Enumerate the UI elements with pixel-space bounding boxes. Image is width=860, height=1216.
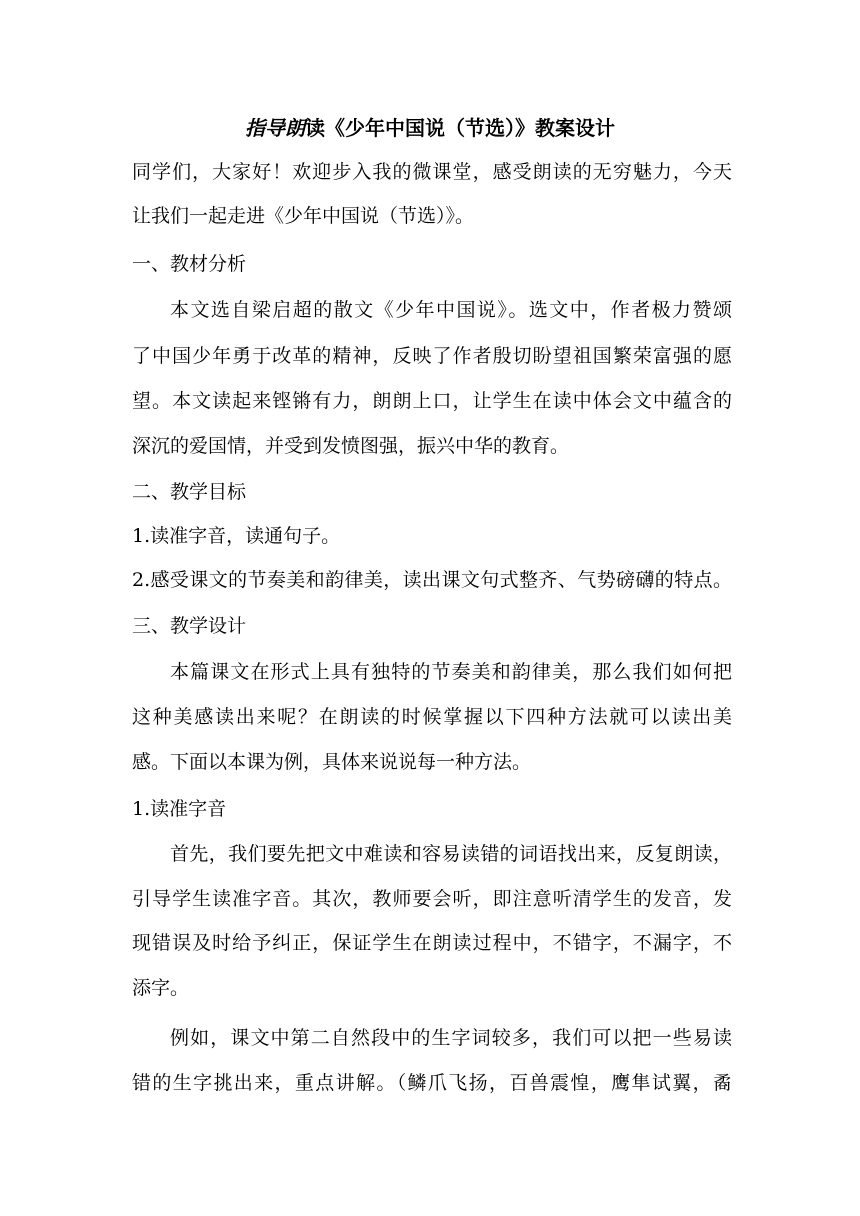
- paragraph-analysis-line-3: 望。本文读起来铿锵有力，朗朗上口，让学生在读中体会文中蕴含的: [132, 390, 732, 412]
- paragraph-analysis-line-1: 本文选自梁启超的散文《少年中国说》。选文中，作者极力赞颂: [170, 299, 732, 321]
- paragraph-analysis-line-4: 深沉的爱国情，并受到发愤图强，振兴中华的教育。: [132, 435, 570, 457]
- paragraph-pronunciation-line-4: 添字。: [132, 977, 190, 999]
- paragraph-example-line-2: 错的生字挑出来，重点讲解。（鳞爪飞扬，百兽震惶，鹰隼试翼，矞: [132, 1072, 732, 1094]
- goal-item-1: 1.读准字音，读通句子。: [132, 525, 341, 547]
- paragraph-example-line-1: 例如，课文中第二自然段中的生字词较多，我们可以把一些易读: [170, 1027, 732, 1049]
- title-main-part: 读《少年中国说（节选）》教案设计: [305, 116, 615, 140]
- paragraph-pronunciation-line-1: 首先，我们要先把文中难读和容易读错的词语找出来，反复朗读，: [170, 843, 732, 865]
- document-title: [0, 114, 860, 142]
- subheading-read-pronunciation: 1.读准字音: [132, 798, 227, 820]
- paragraph-intro-line-2: 让我们一起走进《少年中国说（节选）》。: [132, 205, 475, 227]
- paragraph-pronunciation-line-3: 现错误及时给予纠正，保证学生在朗读过程中，不错字，不漏字，不: [132, 932, 732, 954]
- paragraph-pronunciation-line-2: 引导学生读准字音。其次，教师要会听，即注意听清学生的发音，发: [132, 888, 732, 910]
- goal-item-2: 2.感受课文的节奏美和韵律美，读出课文句式整齐、气势磅礴的特点。: [132, 569, 732, 591]
- section-heading-teaching-design: 三、教学设计: [132, 615, 247, 637]
- title-italic-part: 指导朗: [245, 116, 305, 140]
- paragraph-analysis-line-2: 了中国少年勇于改革的精神，反映了作者殷切盼望祖国繁荣富强的愿: [132, 345, 732, 367]
- paragraph-design-line-2: 这种美感读出来呢？在朗读的时候掌握以下四种方法就可以读出美: [132, 706, 732, 728]
- section-heading-teaching-goals: 二、教学目标: [132, 481, 247, 503]
- section-heading-textbook-analysis: 一、教材分析: [132, 253, 247, 275]
- paragraph-intro-line-1: 同学们，大家好！欢迎步入我的微课堂，感受朗读的无穷魅力，今天: [132, 161, 732, 183]
- paragraph-design-line-3: 感。下面以本课为例，具体来说说每一种方法。: [132, 751, 532, 773]
- paragraph-design-line-1: 本篇课文在形式上具有独特的节奏美和韵律美，那么我们如何把: [170, 661, 732, 683]
